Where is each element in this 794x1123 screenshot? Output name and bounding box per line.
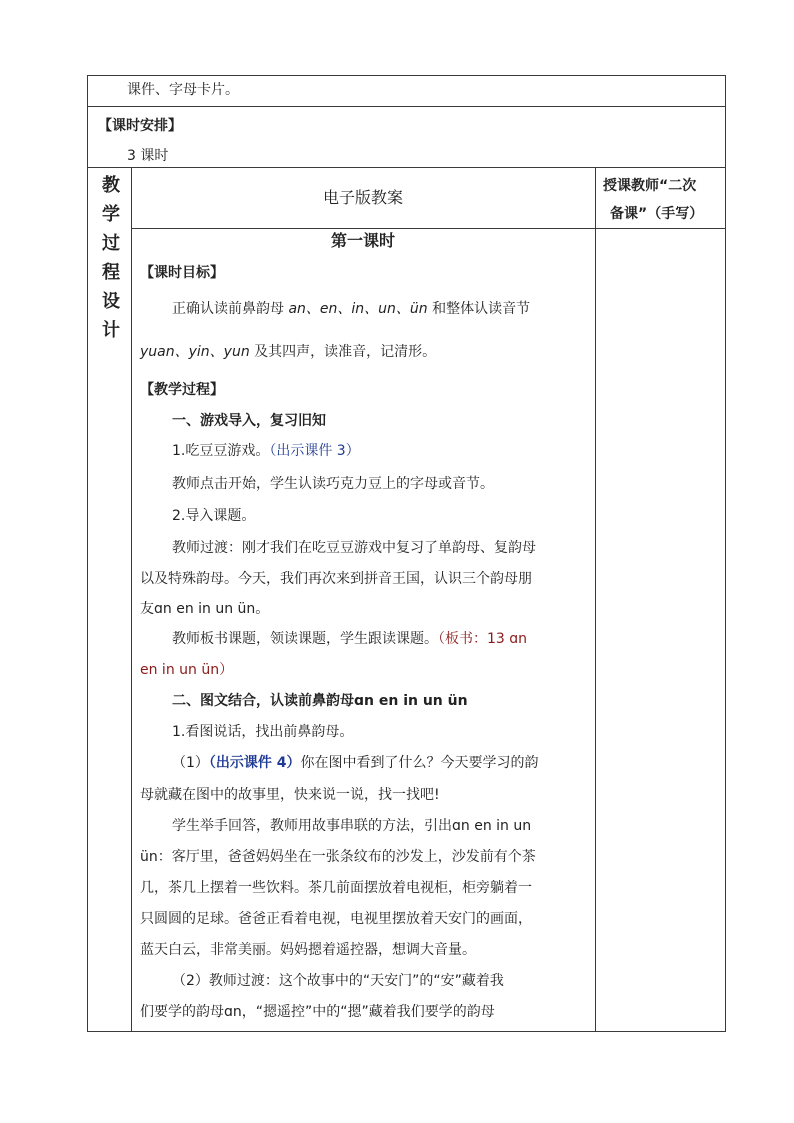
board-note: en in un ün） xyxy=(140,662,234,678)
paragraph-line xyxy=(172,629,527,649)
schedule-value: 3 课时 xyxy=(127,148,169,164)
section1-item1 xyxy=(172,441,360,461)
goal-text: 及其四声，读准音，记清形。 xyxy=(249,344,437,360)
goal-line-2 xyxy=(140,342,436,362)
board-note: （板书：13 ɑn xyxy=(438,631,528,647)
side-label-char: 学 xyxy=(102,204,120,225)
table-row-divider xyxy=(87,167,725,168)
paragraph-line: 以及特殊韵母。今天，我们再次来到拼音王国，认识三个韵母朋 xyxy=(140,571,532,587)
table-column-divider xyxy=(131,167,132,1032)
paragraph-line: 蓝天白云，非常美丽。妈妈摁着遥控器，想调大音量。 xyxy=(140,942,476,958)
table-border-bottom xyxy=(87,1031,725,1032)
table-column-divider xyxy=(595,167,596,1032)
schedule-heading: 【课时安排】 xyxy=(98,118,182,134)
paragraph-text: 你在图中看到了什么？今天要学习的韵 xyxy=(300,755,539,771)
header-right-line2: 备课”（手写） xyxy=(610,206,704,222)
paragraph-line: （2）教师过渡：这个故事中的“天安门”的“安”藏着我 xyxy=(172,973,504,989)
lesson-title: 第一课时 xyxy=(330,231,395,250)
paragraph-line: 只圆圆的足球。爸爸正看着电视，电视里摆放着天安门的画面， xyxy=(140,911,532,927)
table-border-top xyxy=(87,75,725,76)
paragraph-text: 教师板书课题，领读课题，学生跟读课题。 xyxy=(172,631,438,647)
side-label-char: 计 xyxy=(102,320,120,341)
section1-item2: 2.导入课题。 xyxy=(172,508,256,524)
materials-text: 课件、字母卡片。 xyxy=(127,82,239,98)
side-label-char: 程 xyxy=(102,262,120,283)
section1-item1-desc: 教师点击开始，学生认读巧克力豆上的字母或音节。 xyxy=(172,476,494,492)
slide-note: （出示课件 4） xyxy=(208,755,301,771)
side-label-char: 过 xyxy=(102,233,120,254)
goal-pinyin: an、en、in、un、ün xyxy=(288,301,428,317)
goal-text: 正确认读前鼻韵母 xyxy=(172,301,289,317)
header-right-line1: 授课教师“二次 xyxy=(603,178,697,194)
item-text: 1.吃豆豆游戏。 xyxy=(172,443,270,459)
side-label-char: 设 xyxy=(102,291,120,312)
table-border-left xyxy=(87,75,88,1032)
side-label-char: 教 xyxy=(102,175,120,196)
paragraph-line: 几，茶几上摆着一些饮料。茶几前面摆放着电视柜，柜旁躺着一 xyxy=(140,880,532,896)
paragraph-line: ün：客厅里，爸爸妈妈坐在一张条纹布的沙发上，沙发前有个茶 xyxy=(140,849,536,865)
goal-heading: 【课时目标】 xyxy=(140,265,224,281)
paragraph-line: 友ɑn en in un ün。 xyxy=(140,601,270,617)
paragraph-line: 们要学的韵母ɑn，“摁遥控”中的“摁”藏着我们要学的韵母 xyxy=(140,1004,495,1020)
goal-pinyin: yuan、yin、yun xyxy=(140,344,250,360)
goal-line-1 xyxy=(172,299,530,319)
goal-text: 和整体认读音节 xyxy=(427,301,531,317)
sub-number: （1） xyxy=(172,755,209,771)
table-header-divider xyxy=(131,228,725,229)
section2-title: 二、图文结合，认读前鼻韵母ɑn en in un ün xyxy=(172,693,468,709)
section1-title: 一、游戏导入，复习旧知 xyxy=(172,413,326,429)
header-main: 电子版教案 xyxy=(322,188,403,207)
process-heading: 【教学过程】 xyxy=(140,382,224,398)
section2-item1: 1.看图说话，找出前鼻韵母。 xyxy=(172,724,354,740)
table-border-right xyxy=(725,75,726,1032)
paragraph-line: 教师过渡：刚才我们在吃豆豆游戏中复习了单韵母、复韵母 xyxy=(172,540,536,556)
paragraph-line: 母就藏在图中的故事里，快来说一说，找一找吧! xyxy=(140,787,440,803)
paragraph-line xyxy=(172,753,539,773)
table-row-divider xyxy=(87,106,725,107)
paragraph-line: 学生举手回答，教师用故事串联的方法，引出ɑn en in un xyxy=(172,818,532,834)
slide-note: （出示课件 3） xyxy=(269,443,360,459)
